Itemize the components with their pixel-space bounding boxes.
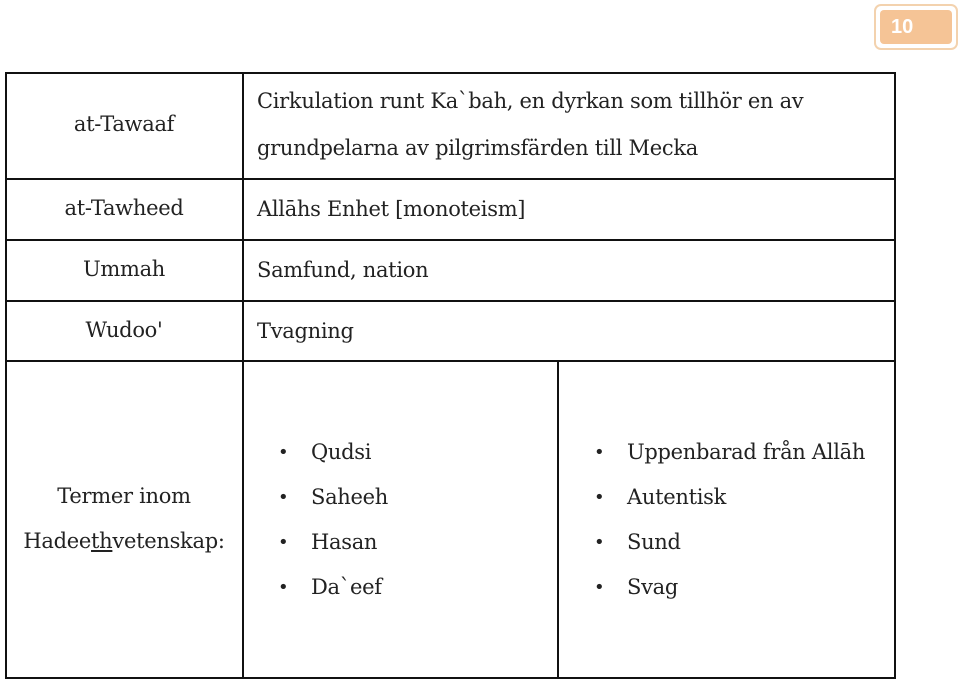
label-line xyxy=(6,519,242,564)
list-item xyxy=(271,520,388,565)
hadeeth-term: Qudsi xyxy=(311,440,372,464)
list-item xyxy=(271,430,388,475)
hadeeth-section-label xyxy=(6,474,242,564)
label-part: Hadee xyxy=(23,529,92,553)
definition-line: Cirkulation runt Ka`bah, en dyrkan som tillhör en av xyxy=(257,89,804,113)
definition-line: Allāhs Enhet [monoteism] xyxy=(257,197,526,221)
definition-cell xyxy=(257,308,354,355)
hadeeth-terms-list xyxy=(271,430,388,610)
definition-cell xyxy=(257,78,803,172)
hadeeth-meanings-list xyxy=(587,430,865,610)
page-number-badge xyxy=(874,4,958,50)
bullet-icon: • xyxy=(278,442,289,463)
hadeeth-term: Hasan xyxy=(311,530,378,554)
list-item xyxy=(587,565,865,610)
label-part: vetenskap: xyxy=(112,529,225,553)
column-divider xyxy=(557,361,559,679)
bullet-icon: • xyxy=(278,532,289,553)
bullet-icon: • xyxy=(594,577,605,598)
bullet-icon: • xyxy=(278,577,289,598)
hadeeth-meaning: Sund xyxy=(627,530,681,554)
list-item xyxy=(587,520,865,565)
table-border-right xyxy=(894,72,896,679)
row-divider xyxy=(5,300,896,302)
table-border-bottom xyxy=(5,677,896,679)
term-cell: Ummah xyxy=(82,257,166,281)
definition-line: grundpelarna av pilgrimsfärden till Mecka xyxy=(257,136,698,160)
definition-line: Tvagning xyxy=(257,319,354,343)
list-item xyxy=(271,565,388,610)
hadeeth-term: Saheeh xyxy=(311,485,389,509)
column-divider xyxy=(242,72,244,679)
term-cell: at-Tawaaf xyxy=(73,112,175,136)
definition-line: Samfund, nation xyxy=(257,258,429,282)
row-divider xyxy=(5,360,896,362)
row-divider xyxy=(5,239,896,241)
bullet-icon: • xyxy=(594,487,605,508)
term-cell: at-Tawheed xyxy=(64,196,184,220)
definition-cell xyxy=(257,247,428,294)
table-border-top xyxy=(5,72,896,74)
hadeeth-term: Da`eef xyxy=(311,575,382,599)
bullet-icon: • xyxy=(594,532,605,553)
label-line: Termer inom xyxy=(57,484,191,508)
term-cell: Wudoo' xyxy=(85,318,163,342)
row-divider xyxy=(5,178,896,180)
bullet-icon: • xyxy=(278,487,289,508)
list-item xyxy=(587,475,865,520)
list-item xyxy=(587,430,865,475)
definition-cell xyxy=(257,186,525,233)
bullet-icon: • xyxy=(594,442,605,463)
label-underlined-part: th xyxy=(91,529,113,553)
page-number: 10 xyxy=(880,10,952,44)
hadeeth-meaning: Svag xyxy=(627,575,679,599)
hadeeth-meaning: Autentisk xyxy=(627,485,727,509)
list-item xyxy=(271,475,388,520)
table-border-left xyxy=(5,72,7,679)
hadeeth-meaning: Uppenbarad från Allāh xyxy=(627,440,866,464)
